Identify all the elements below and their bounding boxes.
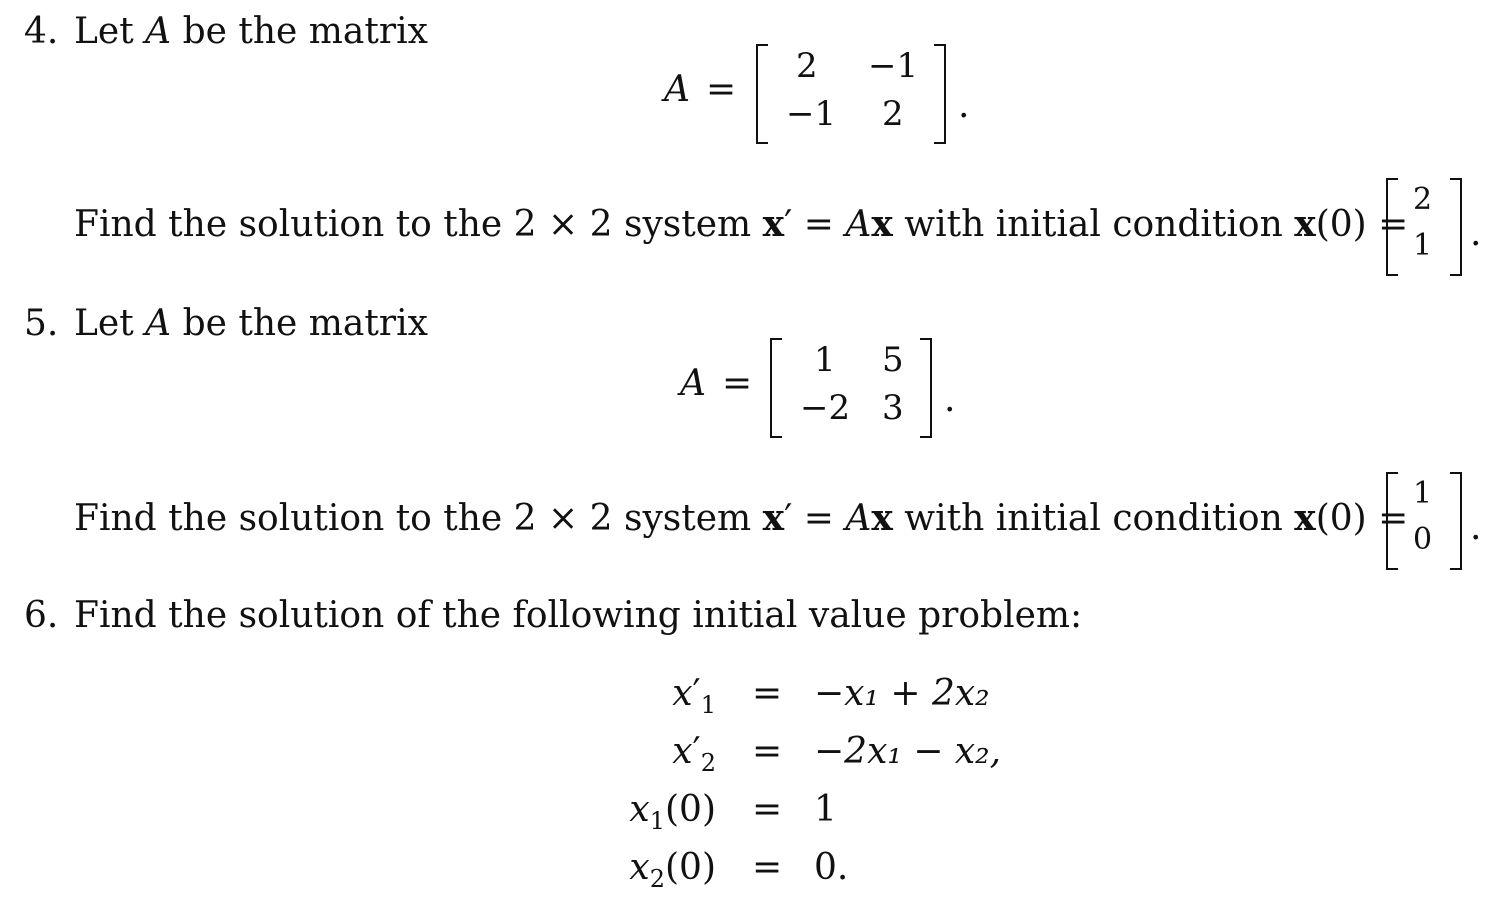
equation-rhs: 0.: [814, 847, 849, 888]
vector-cell: 1: [1413, 476, 1433, 511]
left-bracket: [756, 44, 768, 144]
problem-statement: Find the solution of the following initial value problem:: [74, 595, 1083, 636]
equation-relation: =: [752, 731, 783, 772]
intro-text: Let A be the matrix: [74, 11, 428, 52]
matrix-cell: 5: [882, 340, 904, 380]
period: .: [944, 379, 956, 420]
matrix-cell: 2: [796, 46, 818, 86]
period: .: [1470, 507, 1482, 548]
find-statement: Find the solution to the 2 × 2 system x′ = Ax with initial condition x(0) =: [74, 497, 1409, 539]
left-bracket: [1386, 178, 1398, 276]
equation-lhs: $x'_1$: [672, 673, 716, 719]
matrix-cell: 3: [882, 388, 904, 428]
matrix-cell: 2: [882, 94, 904, 134]
equation-lhs: $x'_2$: [672, 731, 716, 777]
vector-cell: 2: [1413, 182, 1433, 217]
equation-rhs: −2x₁ − x₂,: [814, 731, 1002, 772]
equals-sign: =: [706, 69, 737, 110]
problem-number: 6.: [24, 595, 59, 636]
equation-relation: =: [752, 789, 783, 830]
vector-cell: 0: [1413, 522, 1433, 557]
left-bracket: [770, 338, 782, 438]
equation-rhs: −x₁ + 2x₂: [814, 673, 990, 714]
equation-relation: =: [752, 847, 783, 888]
equals-sign: =: [722, 363, 753, 404]
left-bracket: [1386, 472, 1398, 570]
right-bracket: [934, 44, 946, 144]
matrix-cell: −1: [786, 94, 837, 134]
matrix-label: A: [664, 69, 690, 110]
find-statement: Find the solution to the 2 × 2 system x′ = Ax with initial condition x(0) =: [74, 203, 1409, 245]
right-bracket: [1450, 472, 1462, 570]
equation-lhs: $x_2(0)$: [629, 847, 716, 893]
problem-number: 5.: [24, 303, 59, 344]
right-bracket: [1450, 178, 1462, 276]
matrix-label: A: [680, 363, 706, 404]
intro-text: Let A be the matrix: [74, 303, 428, 344]
period: .: [958, 85, 970, 126]
problem-number: 4.: [24, 11, 59, 52]
matrix-cell: 1: [814, 340, 836, 380]
vector-cell: 1: [1413, 228, 1433, 263]
equation-lhs: $x_1(0)$: [629, 789, 716, 835]
right-bracket: [920, 338, 932, 438]
period: .: [1470, 213, 1482, 254]
matrix-cell: −1: [868, 46, 919, 86]
equation-relation: =: [752, 673, 783, 714]
matrix-cell: −2: [800, 388, 851, 428]
equation-rhs: 1: [814, 789, 837, 830]
